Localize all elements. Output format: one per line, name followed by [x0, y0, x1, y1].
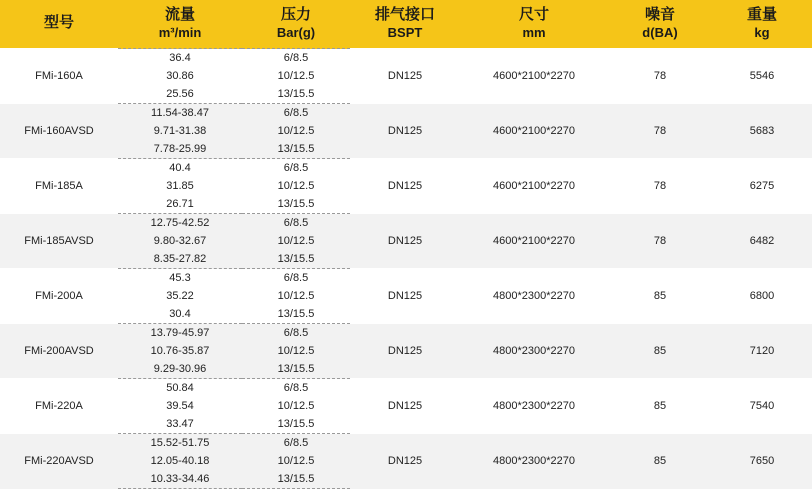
- column-header-dimensions-title: 尺寸: [518, 6, 549, 23]
- cell-pressure: 13/15.5: [242, 195, 350, 214]
- cell-pressure: 6/8.5: [242, 379, 350, 398]
- cell-port: DN125: [350, 49, 460, 104]
- column-header-model: [0, 0, 118, 49]
- table-header: [0, 0, 812, 49]
- cell-flow: 30.4: [118, 305, 242, 324]
- table-row: [0, 104, 812, 123]
- cell-flow: 9.71-31.38: [118, 122, 242, 140]
- table-row: [0, 379, 812, 398]
- column-header-pressure-title: 压力: [280, 6, 311, 23]
- cell-pressure: 10/12.5: [242, 177, 350, 195]
- cell-flow: 40.4: [118, 159, 242, 178]
- cell-weight: 6482: [712, 214, 812, 269]
- cell-pressure: 6/8.5: [242, 159, 350, 178]
- cell-pressure: 10/12.5: [242, 232, 350, 250]
- cell-port: DN125: [350, 104, 460, 159]
- cell-weight: 7120: [712, 324, 812, 379]
- column-header-weight-unit: kg: [754, 24, 770, 40]
- cell-flow: 39.54: [118, 397, 242, 415]
- table-row: [0, 269, 812, 288]
- column-header-port-unit: BSPT: [387, 24, 423, 40]
- cell-model: FMi-220A: [0, 379, 118, 434]
- cell-noise: 85: [608, 434, 712, 489]
- cell-pressure: 6/8.5: [242, 49, 350, 68]
- cell-model: FMi-160A: [0, 49, 118, 104]
- cell-port: DN125: [350, 324, 460, 379]
- cell-flow: 8.35-27.82: [118, 250, 242, 269]
- cell-model: FMi-200AVSD: [0, 324, 118, 379]
- cell-noise: 78: [608, 214, 712, 269]
- column-header-port: [350, 0, 460, 49]
- cell-dimensions: 4800*2300*2270: [460, 324, 608, 379]
- cell-pressure: 13/15.5: [242, 85, 350, 104]
- cell-flow: 50.84: [118, 379, 242, 398]
- cell-dimensions: 4800*2300*2270: [460, 434, 608, 489]
- cell-flow: 12.05-40.18: [118, 452, 242, 470]
- column-header-noise: [608, 0, 712, 49]
- cell-noise: 78: [608, 159, 712, 214]
- column-header-port-title: 排气接口: [374, 6, 435, 23]
- cell-pressure: 13/15.5: [242, 415, 350, 434]
- cell-noise: 85: [608, 269, 712, 324]
- cell-pressure: 13/15.5: [242, 250, 350, 269]
- cell-dimensions: 4800*2300*2270: [460, 379, 608, 434]
- cell-port: DN125: [350, 269, 460, 324]
- cell-port: DN125: [350, 214, 460, 269]
- cell-flow: 35.22: [118, 287, 242, 305]
- cell-port: DN125: [350, 379, 460, 434]
- cell-weight: 7650: [712, 434, 812, 489]
- cell-pressure: 10/12.5: [242, 342, 350, 360]
- cell-flow: 9.29-30.96: [118, 360, 242, 379]
- column-header-noise-unit: d(BA): [642, 24, 678, 40]
- cell-flow: 13.79-45.97: [118, 324, 242, 343]
- cell-flow: 12.75-42.52: [118, 214, 242, 233]
- cell-noise: 85: [608, 379, 712, 434]
- cell-noise: 85: [608, 324, 712, 379]
- cell-weight: 7540: [712, 379, 812, 434]
- cell-pressure: 13/15.5: [242, 360, 350, 379]
- column-header-weight: [712, 0, 812, 49]
- cell-pressure: 13/15.5: [242, 305, 350, 324]
- cell-flow: 26.71: [118, 195, 242, 214]
- cell-model: FMi-185AVSD: [0, 214, 118, 269]
- cell-pressure: 10/12.5: [242, 287, 350, 305]
- cell-flow: 36.4: [118, 49, 242, 68]
- cell-model: FMi-160AVSD: [0, 104, 118, 159]
- column-header-flow: [118, 0, 242, 49]
- column-header-flow-unit: m³/min: [158, 24, 202, 40]
- cell-flow: 15.52-51.75: [118, 434, 242, 453]
- cell-pressure: 10/12.5: [242, 67, 350, 85]
- cell-pressure: 10/12.5: [242, 397, 350, 415]
- column-header-dimensions: [460, 0, 608, 49]
- cell-model: FMi-220AVSD: [0, 434, 118, 489]
- cell-pressure: 6/8.5: [242, 214, 350, 233]
- cell-pressure: 6/8.5: [242, 269, 350, 288]
- table-row: [0, 214, 812, 233]
- cell-weight: 6800: [712, 269, 812, 324]
- cell-port: DN125: [350, 159, 460, 214]
- cell-dimensions: 4800*2300*2270: [460, 269, 608, 324]
- cell-flow: 10.76-35.87: [118, 342, 242, 360]
- column-header-weight-title: 重量: [746, 6, 777, 23]
- cell-weight: 6275: [712, 159, 812, 214]
- table-body: [0, 49, 812, 489]
- table-row: [0, 49, 812, 68]
- column-header-model-title: 型号: [43, 14, 74, 32]
- column-header-pressure: [242, 0, 350, 49]
- cell-dimensions: 4600*2100*2270: [460, 104, 608, 159]
- cell-dimensions: 4600*2100*2270: [460, 49, 608, 104]
- column-header-flow-title: 流量: [164, 6, 195, 23]
- cell-pressure: 10/12.5: [242, 452, 350, 470]
- cell-flow: 9.80-32.67: [118, 232, 242, 250]
- cell-flow: 33.47: [118, 415, 242, 434]
- cell-flow: 7.78-25.99: [118, 140, 242, 159]
- column-header-dimensions-unit: mm: [522, 24, 546, 40]
- cell-pressure: 6/8.5: [242, 104, 350, 123]
- cell-flow: 10.33-34.46: [118, 470, 242, 489]
- cell-pressure: 6/8.5: [242, 434, 350, 453]
- cell-pressure: 13/15.5: [242, 470, 350, 489]
- cell-dimensions: 4600*2100*2270: [460, 159, 608, 214]
- cell-flow: 11.54-38.47: [118, 104, 242, 123]
- cell-weight: 5546: [712, 49, 812, 104]
- table-row: [0, 159, 812, 178]
- cell-flow: 30.86: [118, 67, 242, 85]
- cell-noise: 78: [608, 104, 712, 159]
- cell-weight: 5683: [712, 104, 812, 159]
- cell-dimensions: 4600*2100*2270: [460, 214, 608, 269]
- cell-model: FMi-185A: [0, 159, 118, 214]
- column-header-pressure-unit: Bar(g): [276, 24, 316, 40]
- cell-pressure: 10/12.5: [242, 122, 350, 140]
- table-header-row: [0, 0, 812, 49]
- cell-flow: 45.3: [118, 269, 242, 288]
- column-header-noise-title: 噪音: [644, 6, 675, 23]
- cell-model: FMi-200A: [0, 269, 118, 324]
- cell-noise: 78: [608, 49, 712, 104]
- cell-pressure: 13/15.5: [242, 140, 350, 159]
- table-row: [0, 434, 812, 453]
- cell-port: DN125: [350, 434, 460, 489]
- cell-flow: 25.56: [118, 85, 242, 104]
- table-row: [0, 324, 812, 343]
- cell-pressure: 6/8.5: [242, 324, 350, 343]
- cell-flow: 31.85: [118, 177, 242, 195]
